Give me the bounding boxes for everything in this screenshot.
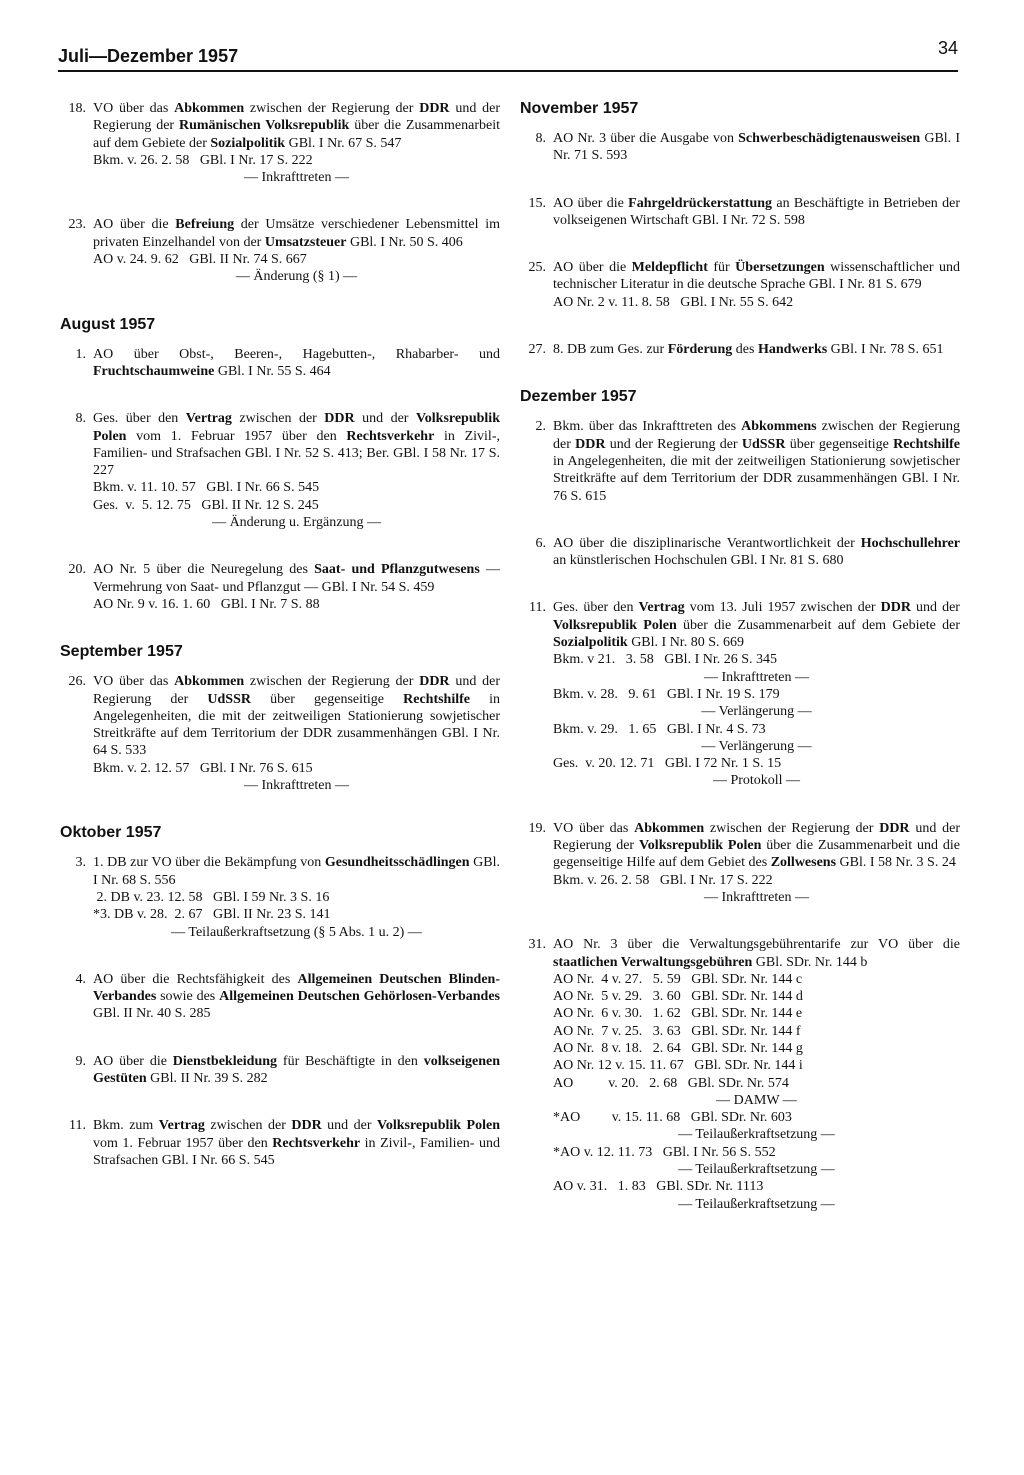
entry-text-part: über gegenseitige: [250, 691, 404, 707]
entry-text-part: GBl. II Nr. 39 S. 282: [146, 1070, 268, 1086]
entry-amendment: 2. DB v. 23. 12. 58 GBl. I 59 Nr. 3 S. 16: [93, 889, 330, 905]
entry-text-part: vom 1. Februar 1957 über den: [126, 428, 347, 444]
section: [60, 100, 500, 286]
entry-item: [60, 561, 500, 613]
entry-text-part: GBl. SDr. Nr. 144 b: [752, 954, 868, 970]
entry-amendment: Bkm. v. 11. 10. 57 GBl. I Nr. 66 S. 545: [93, 480, 320, 496]
entry-item: [520, 820, 960, 906]
entry-text-part: AO Nr. 5 über die Neuregelung des: [93, 562, 315, 578]
section: [60, 824, 500, 1169]
entry-text: [553, 820, 960, 872]
entry-keyword: Befreiung: [175, 217, 235, 233]
entry-text-part: zwischen der Regierung der: [704, 820, 880, 836]
entry-amendment: AO Nr. 12 v. 15. 11. 67 GBl. SDr. Nr. 144 i: [553, 1058, 803, 1074]
entry-keyword: Allgemeinen Deutschen Gehörlosen-Verbandes: [219, 989, 500, 1005]
entry-amendment: *3. DB v. 28. 2. 67 GBl. II Nr. 23 S. 141: [93, 907, 331, 923]
entry-amendment: Bkm. v 21. 3. 58 GBl. I Nr. 26 S. 345: [553, 652, 778, 668]
entry-number: 4.: [75, 971, 86, 987]
entry-status: — Verlängerung —: [701, 738, 812, 754]
entry-text-part: Bkm. über das Inkrafttreten des: [553, 419, 742, 435]
entry-item: [520, 130, 960, 165]
entry-text-part: über gegenseitige: [785, 436, 894, 452]
entry-text-part: der Umsätze verschiedener Lebensmittel im privaten Einzelhandel von der: [93, 217, 500, 250]
entry-text-part: und der Regierung der: [553, 820, 960, 854]
entry-amendment: Bkm. v. 28. 9. 61 GBl. I Nr. 19 S. 179: [553, 686, 780, 702]
entry-text: [93, 971, 500, 1023]
entry-keyword: Umsatzsteuer: [264, 234, 347, 250]
entry-number: 23.: [68, 217, 86, 233]
entry-text-part: zwischen der Regierung der: [244, 674, 420, 690]
entry-number: 25.: [528, 260, 546, 276]
entry-amendment: AO Nr. 7 v. 25. 3. 63 GBl. SDr. Nr. 144 f: [553, 1023, 801, 1039]
entry-text: [93, 561, 500, 596]
entry-item: [60, 673, 500, 794]
entry-text-part: Bkm. zum: [93, 1118, 159, 1134]
entry-amendment: AO Nr. 2 v. 11. 8. 58 GBl. I Nr. 55 S. 642: [553, 294, 794, 310]
entry-amendment: AO v. 20. 2. 68 GBl. SDr. Nr. 574: [553, 1075, 789, 1091]
entry-text-part: 8. DB zum Ges. zur: [553, 342, 668, 358]
entry-item: [60, 1053, 500, 1088]
entry-item: [520, 936, 960, 1213]
entry-keyword: Zollwesens: [770, 855, 837, 871]
entry-status: — Protokoll —: [712, 773, 801, 789]
entry-status: — Änderung u. Ergänzung —: [212, 515, 381, 531]
entry-text-part: zwischen der: [204, 1118, 292, 1134]
entry-keyword: DDR: [291, 1118, 322, 1134]
entry-item: [520, 418, 960, 504]
entry-keyword: Rechtsverkehr: [346, 428, 435, 444]
entry-text-part: — Vermehrung von Saat- und Pflanzgut — GBl. I Nr. 54 S. 459: [93, 562, 501, 595]
entry-text-part: zwischen der Regierung der: [244, 101, 420, 116]
entry-keyword: DDR: [419, 101, 450, 116]
entry-keyword: Fruchtschaumweine: [93, 363, 215, 379]
entry-item: [520, 195, 960, 230]
entry-text-part: GBl. II Nr. 40 S. 285: [93, 1006, 211, 1022]
entry-keyword: staatlichen Verwaltungsgebühren: [553, 954, 753, 970]
entry-keyword: Vertrag: [158, 1118, 205, 1134]
entry-text-part: Ges. über den: [553, 600, 639, 616]
entry-text: [553, 259, 960, 294]
entry-number: 19.: [528, 820, 546, 836]
entry-text-part: an künstlerischen Hochschulen GBl. I Nr. 81 S. 680: [553, 553, 844, 569]
entry-number: 27.: [528, 342, 546, 358]
entry-text-part: in Zivil-, Familien- und Strafsachen GBl. I Nr. 52 S. 413; Ber. GBl. I 58 Nr. 17 S. 227: [93, 428, 500, 479]
entry-text-part: Ges. über den: [93, 411, 186, 427]
entry-amendment: Bkm. v. 29. 1. 65 GBl. I Nr. 4 S. 73: [553, 721, 766, 737]
entry-text-part: sowie des: [156, 989, 220, 1005]
entry-text-part: und der: [321, 1118, 378, 1134]
entry-status: — Inkrafttreten —: [244, 778, 349, 794]
entry-text-part: GBl. I Nr. 50 S. 406: [346, 234, 463, 250]
entry-keyword: DDR: [324, 411, 355, 427]
entry-text-part: GBl. I Nr. 67 S. 547: [285, 135, 402, 151]
entry-text: [553, 535, 960, 570]
section: [520, 388, 960, 1213]
entry-number: 31.: [528, 937, 546, 953]
entry-number: 6.: [535, 535, 546, 551]
entry-status: — DAMW —: [716, 1092, 797, 1108]
entry-text-part: VO über das: [93, 101, 175, 116]
entry-status: — Verlängerung —: [701, 704, 812, 720]
entry-keyword: Volksrepublik Polen: [553, 617, 677, 633]
right-column: [520, 100, 960, 1243]
entry-amendment: AO v. 31. 1. 83 GBl. SDr. Nr. 1113: [553, 1179, 764, 1195]
entry-text-part: des: [732, 342, 758, 358]
entry-amendment: Bkm. v. 26. 2. 58 GBl. I Nr. 17 S. 222: [553, 872, 773, 888]
entry-keyword: Rumänischen Volksrepublik: [178, 118, 350, 134]
entry-status: — Inkrafttreten —: [704, 889, 809, 905]
entry-item: [520, 535, 960, 570]
entry-text-part: AO über die: [553, 260, 632, 276]
entry-text: [553, 599, 960, 651]
entry-status: — Teilaußerkraftsetzung —: [678, 1162, 835, 1178]
entry-keyword: UdSSR: [741, 436, 786, 452]
section-heading: Dezember 1957: [520, 388, 637, 406]
entry-keyword: Dienstbekleidung: [172, 1053, 278, 1069]
entry-text-part: über die Zusammenarbeit auf dem Gebiete der: [676, 617, 960, 633]
entry-keyword: Fahrgeldrückerstattung: [628, 195, 773, 211]
entry-text-part: für Beschäftigte in den: [277, 1053, 424, 1069]
entry-text: [93, 1053, 500, 1088]
entry-number: 1.: [75, 346, 86, 362]
entry-keyword: Schwerbeschädigtenausweisen: [738, 131, 921, 146]
entry-status: — Inkrafttreten —: [704, 669, 809, 685]
entry-amendment: AO Nr. 8 v. 18. 2. 64 GBl. SDr. Nr. 144 g: [553, 1040, 803, 1056]
entry-keyword: Volksrepublik Polen: [638, 838, 762, 854]
entry-number: 15.: [528, 195, 546, 211]
entry-text-part: AO über die disziplinarische Verantwortlichkeit der: [553, 535, 861, 551]
entry-item: [520, 259, 960, 311]
page-header: [58, 36, 958, 72]
entry-keyword: DDR: [880, 600, 911, 616]
page-number: 34: [937, 38, 958, 58]
entry-number: 26.: [68, 674, 86, 690]
entry-text-part: und der: [354, 411, 416, 427]
entry-amendment: *AO v. 12. 11. 73 GBl. I Nr. 56 S. 552: [553, 1144, 776, 1160]
entry-item: [60, 410, 500, 531]
entry-text-part: GBl. I 58 Nr. 3 S. 24: [836, 855, 956, 871]
entry-keyword: Förderung: [667, 342, 733, 358]
entry-text-part: zwischen der Regierung der: [553, 419, 960, 452]
entry-keyword: Volksrepublik Polen: [93, 411, 500, 444]
entry-text-part: 1. DB zur VO über die Bekämpfung von: [93, 855, 325, 871]
entry-keyword: Gesundheitsschädlingen: [324, 855, 470, 871]
entry-keyword: volkseigenen Gestüten: [93, 1053, 500, 1086]
entry-text: [553, 195, 960, 230]
entry-keyword: Handwerks: [757, 342, 828, 358]
entry-status: — Inkrafttreten —: [244, 170, 349, 186]
entry-amendment: Bkm. v. 26. 2. 58 GBl. I Nr. 17 S. 222: [93, 152, 313, 168]
page-title: Juli—Dezember 1957: [58, 46, 239, 66]
entry-text-part: AO über die: [93, 217, 176, 233]
entry-text-part: vom 1. Februar 1957 über den: [93, 1135, 273, 1151]
entry-amendment: Ges. v. 20. 12. 71 GBl. I 72 Nr. 1 S. 15: [553, 756, 782, 772]
entry-number: 2.: [535, 419, 546, 435]
entry-amendment: AO Nr. 4 v. 27. 5. 59 GBl. SDr. Nr. 144 c: [553, 971, 803, 987]
entry-text-part: GBl. I Nr. 80 S. 669: [627, 635, 744, 651]
entry-number: 20.: [68, 562, 86, 578]
entry-keyword: Abkommens: [741, 419, 817, 435]
entry-text: [553, 418, 960, 504]
entry-text-part: an Beschäftigte in Betrieben der volkseigenen Wirtschaft GBl. I Nr. 72 S. 598: [553, 195, 961, 228]
entry-number: 8.: [535, 131, 546, 146]
entry-text-part: AO Nr. 3 über die Ausgabe von: [553, 131, 739, 146]
entry-text-part: wissenschaftlicher und technischer Literatur in die deutsche Sprache GBl. I Nr. 81 S. 679: [553, 260, 960, 293]
entry-text-part: in Zivil-, Familien- und Strafsachen GBl. I Nr. 66 S. 545: [93, 1135, 500, 1168]
section: [520, 100, 960, 358]
entry-item: [60, 854, 500, 940]
entry-status: — Änderung (§ 1) —: [235, 269, 358, 285]
entry-keyword: Abkommen: [174, 674, 245, 690]
entry-keyword: Vertrag: [638, 600, 685, 616]
entry-keyword: Volksrepublik Polen: [377, 1118, 500, 1134]
entry-number: 3.: [75, 855, 86, 871]
entry-text: [553, 936, 960, 971]
entry-text-part: und der: [910, 600, 960, 616]
entry-keyword: UdSSR: [207, 691, 251, 707]
entry-text-part: AO über Obst-, Beeren-, Hagebutten-, Rhabarber- und: [93, 346, 500, 362]
entry-item: [60, 1117, 500, 1169]
entry-text-part: AO Nr. 3 über die Verwaltungsgebührentarife zur VO über die: [553, 937, 960, 953]
entry-status: — Teilaußerkraftsetzung (§ 5 Abs. 1 u. 2) —: [171, 924, 422, 940]
entry-number: 9.: [75, 1053, 86, 1069]
section-heading: November 1957: [520, 100, 639, 117]
entry-amendment: AO Nr. 9 v. 16. 1. 60 GBl. I Nr. 7 S. 88: [93, 596, 320, 612]
entry-text: [93, 216, 500, 251]
entry-keyword: Übersetzungen: [735, 260, 825, 276]
entry-text: [93, 100, 500, 152]
entry-item: [520, 341, 960, 358]
entry-text: [553, 130, 960, 165]
entry-number: 18.: [68, 101, 86, 116]
entry-keyword: DDR: [879, 820, 910, 836]
entry-text-part: vom 13. Juli 1957 zwischen der: [684, 600, 881, 616]
entry-item: [60, 100, 500, 186]
entry-keyword: Sozialpolitik: [210, 135, 286, 151]
entry-status: — Teilaußerkraftsetzung —: [678, 1196, 835, 1212]
entry-text-part: über die Zusammenarbeit und die gegenseitige Hilfe auf dem Gebiet des: [553, 838, 960, 871]
section: [60, 643, 500, 794]
entry-item: [520, 599, 960, 789]
entry-text: [553, 341, 960, 358]
entry-amendment: AO v. 24. 9. 62 GBl. II Nr. 74 S. 667: [93, 252, 307, 268]
entry-text-part: GBl. I Nr. 71 S. 593: [553, 131, 961, 164]
section-heading: Oktober 1957: [60, 824, 162, 842]
entry-text-part: und der Regierung der: [93, 674, 500, 707]
entry-keyword: Abkommen: [174, 101, 245, 116]
entry-keyword: Vertrag: [185, 411, 232, 427]
entry-text: [93, 854, 500, 889]
entry-amendment: AO Nr. 6 v. 30. 1. 62 GBl. SDr. Nr. 144 e: [553, 1006, 803, 1022]
entry-keyword: Saat- und Pflanzgutwesens: [314, 562, 480, 578]
entry-text-part: in Angelegenheiten, die mit der zeitweiligen Stationierung sowjetischer Streitkräfte auf dem Territorium der DDR zusammenhängen GBl. I Nr. 76 S. 615: [553, 453, 960, 504]
entry-keyword: Rechtshilfe: [403, 691, 471, 707]
entry-text-part: AO über die: [553, 195, 629, 211]
entry-keyword: Allgemeinen Deutschen Blinden-Verbandes: [93, 971, 500, 1005]
entry-keyword: Rechtsverkehr: [272, 1135, 361, 1151]
entry-keyword: Sozialpolitik: [553, 635, 628, 651]
entry-number: 8.: [75, 411, 86, 427]
entry-status: — Teilaußerkraftsetzung —: [678, 1127, 835, 1143]
entry-text: [93, 673, 500, 759]
entry-keyword: Hochschullehrer: [860, 535, 960, 551]
entry-text-part: in Angelegenheiten, die mit der zeitweiligen Stationierung sowjetischer Streitkräfte auf dem Territorium der DDR zusammenhängen GBl. I Nr. 64 S. 533: [93, 691, 500, 759]
section-heading: September 1957: [60, 643, 183, 661]
section-heading: August 1957: [60, 315, 156, 333]
entry-keyword: Rechtshilfe: [893, 436, 960, 452]
entry-text-part: GBl. I Nr. 68 S. 556: [93, 855, 500, 888]
entry-amendment: Ges. v. 5. 12. 75 GBl. II Nr. 12 S. 245: [93, 497, 319, 513]
entry-text-part: zwischen der: [231, 411, 325, 427]
entry-text: [93, 1117, 500, 1169]
entry-number: 11.: [69, 1118, 86, 1134]
entry-number: 11.: [529, 600, 546, 616]
entry-amendment: *AO v. 15. 11. 68 GBl. SDr. Nr. 603: [553, 1110, 792, 1126]
entry-text-part: und der Regierung der: [93, 101, 500, 134]
entry-item: [60, 971, 500, 1023]
entry-text-part: VO über das: [553, 820, 635, 836]
entry-item: [60, 216, 500, 285]
section: [60, 316, 500, 614]
entry-text-part: AO über die Rechtsfähigkeit des: [93, 971, 298, 987]
left-column: [60, 100, 500, 1199]
entry-text-part: AO über die: [93, 1053, 173, 1069]
entry-keyword: Meldepflicht: [631, 260, 708, 276]
entry-text-part: für: [707, 260, 736, 276]
entry-text: [93, 410, 500, 479]
entry-keyword: DDR: [419, 674, 450, 690]
entry-text-part: GBl. I Nr. 55 S. 464: [214, 363, 331, 379]
entry-text: [93, 346, 500, 381]
entry-text-part: VO über das: [93, 674, 175, 690]
entry-item: [60, 346, 500, 381]
entry-amendment: Bkm. v. 2. 12. 57 GBl. I Nr. 76 S. 615: [93, 760, 313, 776]
entry-text-part: über die Zusammenarbeit auf dem Gebiete der: [93, 118, 500, 151]
entry-text-part: und der Regierung der: [605, 436, 742, 452]
entry-amendment: AO Nr. 5 v. 29. 3. 60 GBl. SDr. Nr. 144 d: [553, 989, 803, 1005]
entry-text-part: GBl. I Nr. 78 S. 651: [827, 342, 944, 358]
entry-keyword: DDR: [575, 436, 606, 452]
entry-keyword: Abkommen: [634, 820, 705, 836]
